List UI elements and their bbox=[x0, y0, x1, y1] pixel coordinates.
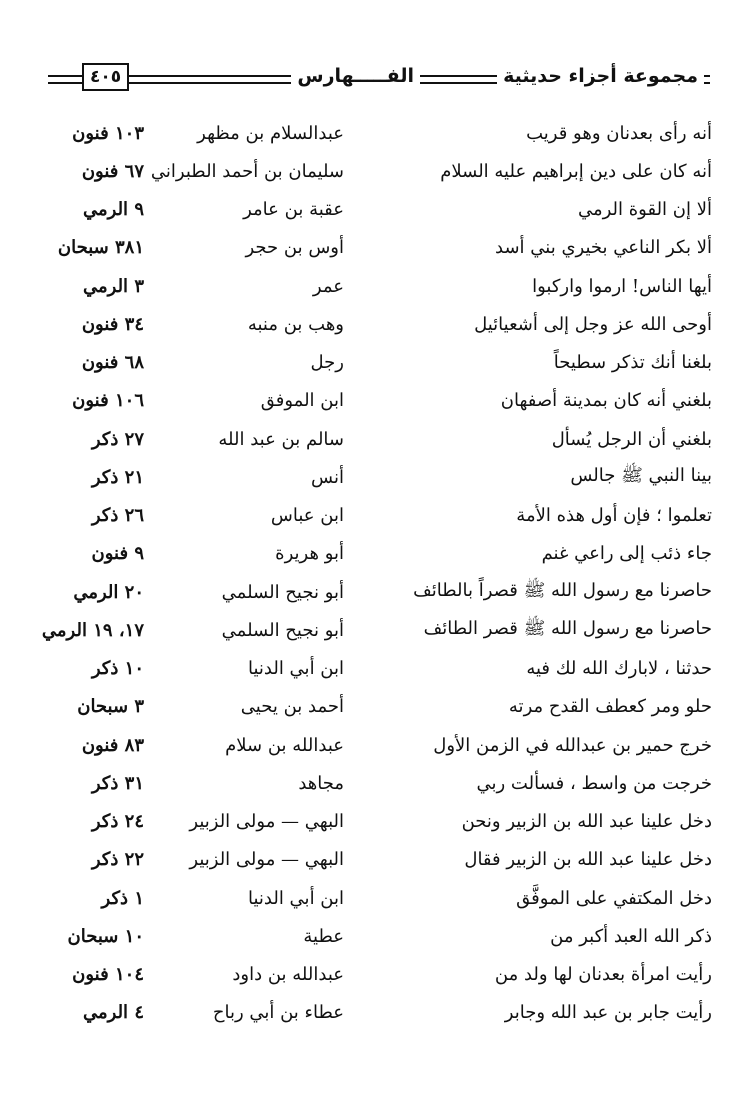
hadith-text: أنه رأى بعدنان وهو قريب bbox=[526, 122, 712, 144]
narrator: أبو نجيح السلمي bbox=[221, 581, 344, 603]
hadith-text: دخل المكتفي على الموفَّق bbox=[516, 887, 712, 909]
reference: ٣٤ فنون bbox=[81, 313, 144, 335]
section-title: الفـــــهارس bbox=[291, 60, 420, 92]
narrator: عطية bbox=[303, 925, 344, 947]
index-row bbox=[42, 650, 712, 688]
index-row bbox=[42, 611, 712, 649]
index-row bbox=[42, 382, 712, 420]
reference: ٣ الرمي bbox=[83, 275, 144, 297]
hadith-text: دخل علينا عبد الله بن الزبير ونحن bbox=[461, 811, 712, 833]
index-table bbox=[42, 114, 712, 1032]
reference: ٨٣ فنون bbox=[81, 734, 144, 756]
narrator: وهب بن منبه bbox=[247, 313, 344, 335]
index-row bbox=[42, 841, 712, 879]
reference: ٣٨١ سبحان bbox=[57, 237, 144, 259]
page-header bbox=[48, 60, 710, 94]
narrator: عبدالله بن سلام bbox=[225, 734, 344, 756]
hadith-text: بلغني أن الرجل يُسأل bbox=[551, 428, 712, 450]
index-row bbox=[42, 688, 712, 726]
index-row bbox=[42, 573, 712, 611]
hadith-text: ذكر الله العبد أكبر من bbox=[550, 925, 712, 947]
hadith-text: حدثنا ، لابارك الله لك فيه bbox=[526, 658, 712, 680]
narrator: مجاهد bbox=[298, 772, 344, 794]
narrator: البهي — مولى الزبير bbox=[189, 811, 344, 833]
page-number: ٤٠٥ bbox=[82, 63, 129, 91]
narrator: أوس بن حجر bbox=[245, 237, 344, 259]
reference: ١٠ ذكر bbox=[91, 658, 144, 680]
reference: ١ ذكر bbox=[101, 887, 144, 909]
narrator: عبدالسلام بن مظهر bbox=[197, 122, 344, 144]
hadith-text: ألا إن القوة الرمي bbox=[577, 199, 712, 221]
reference: ٢١ ذكر bbox=[91, 466, 144, 488]
index-row bbox=[42, 764, 712, 802]
narrator: أبو هريرة bbox=[275, 543, 344, 565]
hadith-text: بلغنا أنك تذكر سطيحاً bbox=[553, 352, 712, 374]
narrator: أبو نجيح السلمي bbox=[221, 619, 344, 641]
index-row bbox=[42, 152, 712, 190]
narrator: سليمان بن أحمد الطبراني bbox=[150, 160, 344, 182]
reference: ٢٢ ذكر bbox=[91, 849, 144, 871]
index-row bbox=[42, 229, 712, 267]
hadith-text: أوحى الله عز وجل إلى أشعيائيل bbox=[474, 313, 712, 335]
reference: ٢٦ ذكر bbox=[91, 505, 144, 527]
index-row bbox=[42, 305, 712, 343]
narrator: ابن أبي الدنيا bbox=[247, 658, 344, 680]
narrator: عبدالله بن داود bbox=[232, 964, 344, 986]
narrator: عقبة بن عامر bbox=[243, 199, 344, 221]
hadith-text: دخل علينا عبد الله بن الزبير فقال bbox=[464, 849, 712, 871]
reference: ٣١ ذكر bbox=[91, 772, 144, 794]
reference: ٩ الرمي bbox=[83, 199, 144, 221]
hadith-text: تعلموا ؛ فإن أول هذه الأمة bbox=[516, 505, 712, 527]
reference: ٦٨ فنون bbox=[81, 352, 144, 374]
hadith-text: خرجت من واسط ، فسألت ربي bbox=[476, 772, 712, 794]
index-row bbox=[42, 458, 712, 496]
index-row bbox=[42, 344, 712, 382]
index-row bbox=[42, 803, 712, 841]
reference: ١٠٦ فنون bbox=[72, 390, 144, 412]
reference: ٦٧ فنون bbox=[81, 160, 144, 182]
hadith-text: أيها الناس! ارموا واركبوا bbox=[532, 275, 712, 297]
narrator: أنس bbox=[311, 466, 344, 488]
index-row bbox=[42, 726, 712, 764]
hadith-text: حاصرنا مع رسول الله ﷺ قصراً بالطائف bbox=[413, 580, 712, 602]
reference: ١٠٣ فنون bbox=[72, 122, 144, 144]
hadith-text: خرج حمير بن عبدالله في الزمن الأول bbox=[433, 734, 712, 756]
narrator: ابن أبي الدنيا bbox=[247, 887, 344, 909]
reference: ٣ سبحان bbox=[77, 696, 144, 718]
index-row bbox=[42, 956, 712, 994]
hadith-text: حاصرنا مع رسول الله ﷺ قصر الطائف bbox=[423, 618, 712, 640]
index-row bbox=[42, 267, 712, 305]
hadith-text: بلغني أنه كان بمدينة أصفهان bbox=[500, 390, 712, 412]
narrator: عطاء بن أبي رباح bbox=[212, 1002, 344, 1024]
reference: ١٠ سبحان bbox=[67, 925, 144, 947]
reference: ٢٧ ذكر bbox=[91, 428, 144, 450]
hadith-text: حلو ومر كعطف القدح مرته bbox=[508, 696, 712, 718]
narrator: ابن عباس bbox=[270, 505, 344, 527]
index-row bbox=[42, 420, 712, 458]
narrator: أحمد بن يحيى bbox=[240, 696, 344, 718]
reference: ٢٠ الرمي bbox=[73, 581, 144, 603]
hadith-text: رأيت جابر بن عبد الله وجابر bbox=[504, 1002, 712, 1024]
reference: ١٠٤ فنون bbox=[72, 964, 144, 986]
index-row bbox=[42, 994, 712, 1032]
hadith-text: بينا النبي ﷺ جالس bbox=[570, 465, 712, 487]
index-row bbox=[42, 114, 712, 152]
index-row bbox=[42, 191, 712, 229]
reference: ٩ فنون bbox=[91, 543, 144, 565]
index-row bbox=[42, 497, 712, 535]
narrator: ابن الموفق bbox=[260, 390, 344, 412]
hadith-text: أنه كان على دين إبراهيم عليه السلام bbox=[440, 160, 712, 182]
narrator: عمر bbox=[312, 275, 344, 297]
hadith-text: رأيت امرأة بعدنان لها ولد من bbox=[494, 964, 712, 986]
hadith-text: جاء ذئب إلى راعي غنم bbox=[541, 543, 712, 565]
book-title: مجموعة أجزاء حديثية bbox=[497, 60, 704, 92]
narrator: سالم بن عبد الله bbox=[218, 428, 344, 450]
narrator: رجل bbox=[310, 352, 344, 374]
reference: ٤ الرمي bbox=[83, 1002, 144, 1024]
narrator: البهي — مولى الزبير bbox=[189, 849, 344, 871]
index-row bbox=[42, 879, 712, 917]
index-row bbox=[42, 535, 712, 573]
hadith-text: ألا بكر الناعي بخيري بني أسد bbox=[495, 237, 712, 259]
reference: ٢٤ ذكر bbox=[91, 811, 144, 833]
reference: ١٧، ١٩ الرمي bbox=[41, 619, 144, 641]
index-row bbox=[42, 917, 712, 955]
